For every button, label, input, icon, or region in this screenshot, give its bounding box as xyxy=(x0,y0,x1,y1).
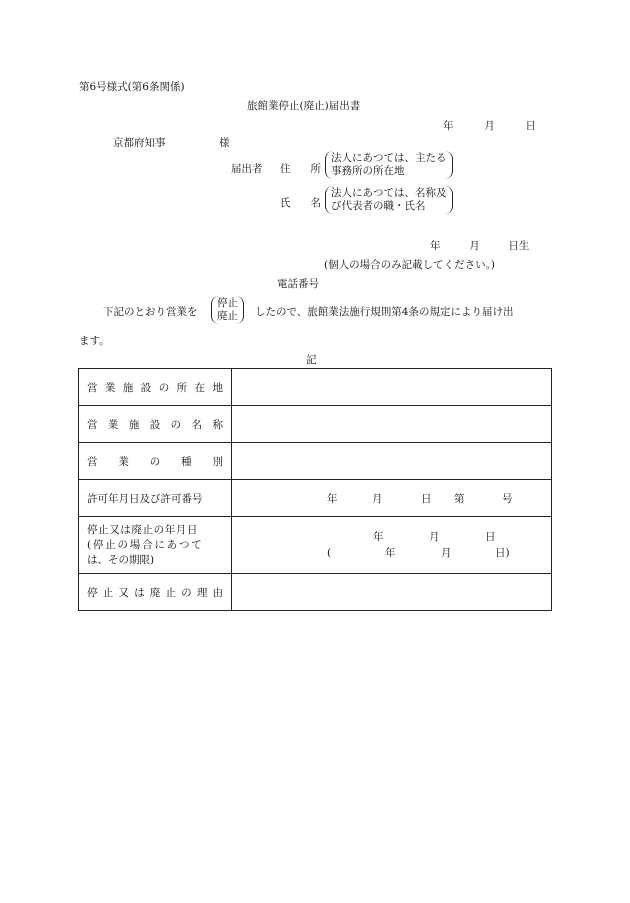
table-row xyxy=(79,369,552,406)
date-month: 月 xyxy=(484,120,495,132)
address-note: 法人にあつては、主たる 事務所の所在地 xyxy=(325,151,453,179)
birthdate-note: (個人の場合のみ記載してください。) xyxy=(324,259,495,271)
table-row xyxy=(79,406,552,443)
permit-value[interactable]: 年 月 日 第 号 xyxy=(232,480,552,517)
phone-label: 電話番号 xyxy=(277,278,319,290)
table-row xyxy=(79,480,552,517)
date-year: 年 xyxy=(443,120,454,132)
business-type-value[interactable] xyxy=(232,443,552,480)
permit-label: 許可年月日及び許可番号 xyxy=(79,480,232,517)
submission-date xyxy=(443,121,536,132)
business-type-label: 営 業 の 種 別 xyxy=(79,443,232,480)
details-table xyxy=(78,368,552,611)
body-text-before: 下記のとおり営業を xyxy=(103,306,198,318)
body-text-line2: ます。 xyxy=(79,335,110,347)
table-row xyxy=(79,574,552,611)
option-brace xyxy=(211,296,244,324)
applicant-label: 届出者 xyxy=(231,163,263,175)
facility-address-label: 営 業 施 設 の 所 在 地 xyxy=(79,369,232,406)
facility-name-value[interactable] xyxy=(232,406,552,443)
recipient: 京都府知事 xyxy=(113,137,166,149)
facility-address-value[interactable] xyxy=(232,369,552,406)
table-row xyxy=(79,517,552,574)
ki-label: 記 xyxy=(306,354,317,366)
reason-label: 停 止 又 は 廃 止 の 理 由 xyxy=(79,574,232,611)
name-note: 法人にあつては、名称及 び代表者の職・氏名 xyxy=(325,186,453,214)
stop-date-value[interactable]: 年 月 日 ( 年 月 日) xyxy=(232,517,552,574)
birthdate: 年 月 日生 xyxy=(430,240,530,252)
facility-name-label: 営 業 施 設 の 名 称 xyxy=(79,406,232,443)
form-number: 第6号様式(第6条関係) xyxy=(79,81,185,93)
address-label: 住 所 xyxy=(280,163,321,175)
document-title: 旅館業停止(廃止)届出書 xyxy=(247,100,361,112)
body-text-after: したので、旅館業法施行規則第4条の規定により届け出 xyxy=(255,306,514,318)
option-abolish: 廃止 xyxy=(217,310,238,322)
name-label: 氏 名 xyxy=(280,197,321,209)
date-day: 日 xyxy=(525,120,536,132)
option-stop: 停止 xyxy=(217,297,238,309)
stop-date-label: 停止又は廃止の年月日 (停止の場合にあつて は、その期限) xyxy=(79,517,232,574)
table-row xyxy=(79,443,552,480)
reason-value[interactable] xyxy=(232,574,552,611)
honorific: 様 xyxy=(219,137,230,149)
